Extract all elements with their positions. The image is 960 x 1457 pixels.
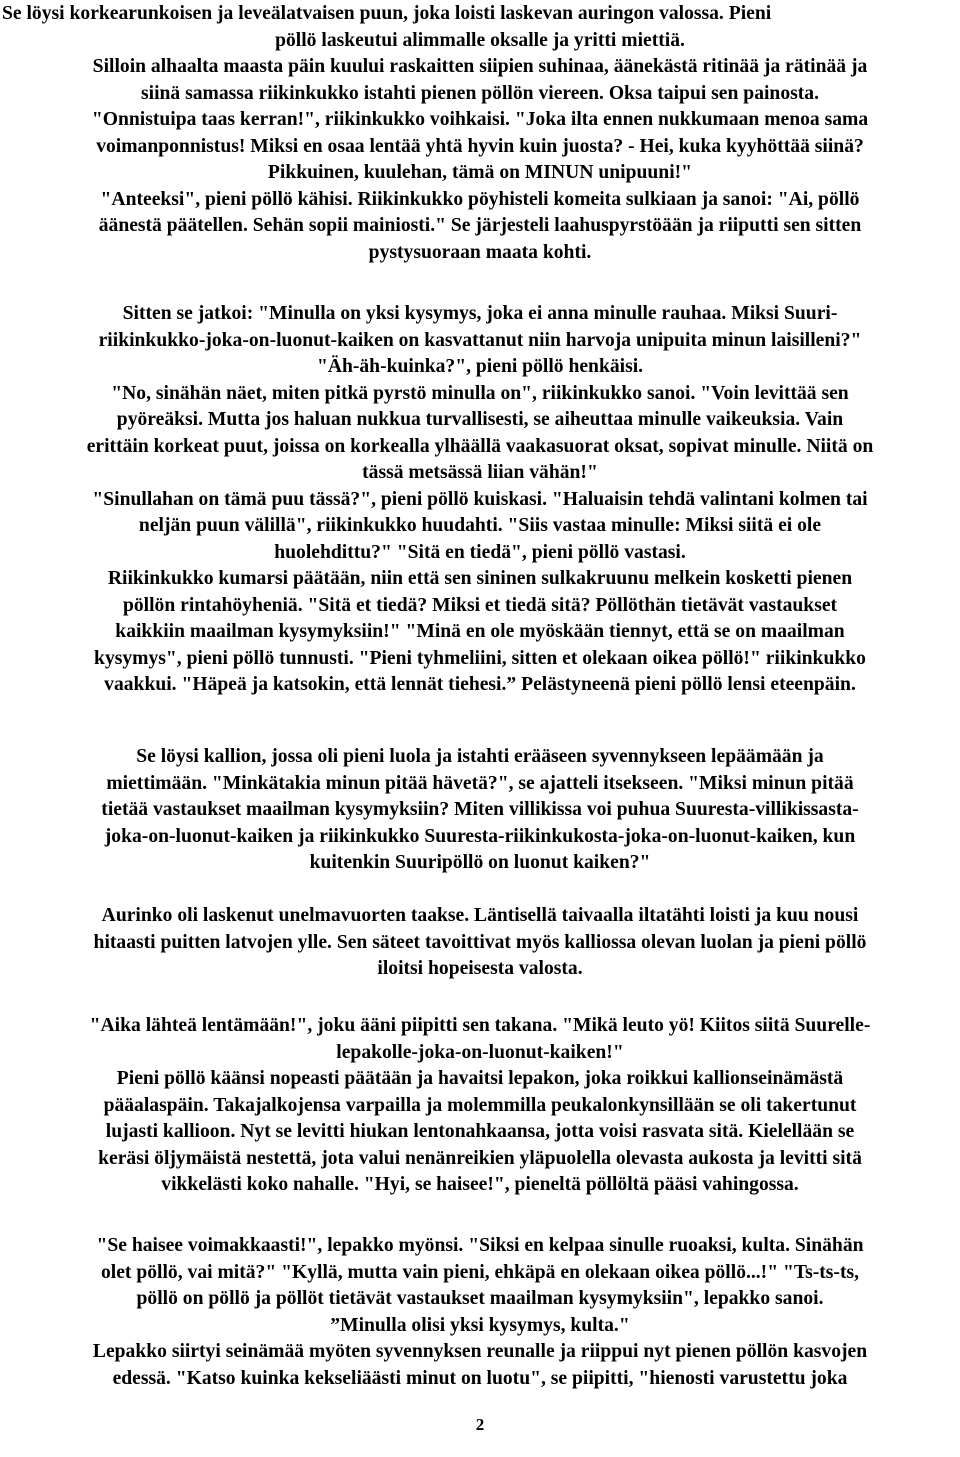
text-line: voimanponnistus! Miksi en osaa lentää yhtä hyvin kuin juosta? - Hei, kuka kyyhöttää siinä? (96, 135, 864, 157)
paragraph (2, 744, 958, 877)
text-line: Aurinko oli laskenut unelmavuorten taakse. Läntisellä taivaalla iltatähti loisti ja kuu nousi (101, 905, 859, 926)
text-line: lujasti kallioon. Nyt se levitti hiukan lentonahkaansa, jotta voisi rasvata sitä. Kielellään se (105, 1121, 855, 1142)
text-line: kysymys", pieni pöllö tunnusti. "Pieni tyhmeliini, sitten et olekaan oikea pöllö!" riikinkukko (94, 647, 866, 669)
text-line: Lepakko siirtyi seinämää myöten syvennyksen reunalle ja riippui nyt pienen pöllön kasvojen (92, 1341, 868, 1362)
text-line: Silloin alhaalta maasta päin kuului raskaitten siipien suhinaa, äänekästä ritinää ja rätinää ja (92, 56, 868, 77)
text-line: neljän puun välillä", riikinkukko huudahti. "Siis vastaa minulle: Miksi siitä ei ole (138, 515, 822, 536)
text-line: edessä. "Katso kuinka kekseliäästi minut on luotu", se piipitti, "hienosti varustettu joka (112, 1367, 848, 1389)
text-line: olet pöllö, vai mitä?" "Kyllä, mutta vain pieni, ehkäpä en olekaan oikea pöllö...!" "Ts-ts-ts, (100, 1261, 860, 1283)
text-line: pöllö laskeutui alimmalle oksalle ja yritti miettiä. (275, 29, 685, 51)
text-line: Pieni pöllö käänsi nopeasti päätään ja havaitsi lepakon, joka roikkui kallionseinämästä (116, 1068, 844, 1089)
text-line: hitaasti puitten latvojen ylle. Sen säteet tavoittivat myös kalliossa olevan luolan ja pieni pöllö (93, 931, 867, 953)
text-line: vikkelästi koko nahalle. "Hyi, se haisee!", pieneltä pöllöltä pääsi vahingossa. (161, 1174, 799, 1195)
text-line: siinä samassa riikinkukko istahti pienen pöllön viereen. Oksa taipui sen painosta. (141, 82, 819, 104)
text-line: äänestä päätellen. Sehän sopii mainiosti." Se järjesteli laahuspyrstöään ja riiputti sen sitten (98, 215, 862, 236)
paragraph (2, 1013, 958, 1199)
text-line: "Se haisee voimakkaasti!", lepakko myönsi. "Siksi en kelpaa sinulle ruoaksi, kulta. Sinähän (96, 1235, 864, 1256)
text-line: pöllö on pöllö ja pöllöt tietävät vastaukset maailman kysymyksiin", lepakko sanoi. (136, 1288, 824, 1309)
text-line: pystysuoraan maata kohti. (368, 241, 592, 263)
text-line: keräsi öljymäistä nestettä, jota valui nenänreikien yläpuolella olevasta aukosta ja levitti sitä (98, 1147, 862, 1169)
text-line: huolehdittu?" "Sitä en tiedä", pieni pöllö vastasi. (274, 541, 686, 563)
text-line: tietää vastaukset maailman kysymyksiin? Miten villikissa voi puhua Suuresta-villikissasta- (101, 799, 859, 820)
text-line: Sitten se jatkoi: "Minulla on yksi kysymys, joka ei anna minulle rauhaa. Miksi Suuri- (122, 303, 838, 324)
text-line: erittäin korkeat puut, joissa on korkealla ylhäällä vaakasuorat oksat, sopivat minulle. Niitä on (86, 435, 874, 457)
page-number: 2 (475, 1415, 485, 1434)
paragraph (2, 903, 958, 983)
text-line: ”Minulla olisi yksi kysymys, kulta." (330, 1314, 630, 1336)
text-line: tässä metsässä liian vähän!" (362, 462, 598, 483)
text-line: Riikinkukko kumarsi päätään, niin että sen sininen sulkakruunu melkein kosketti pienen (107, 568, 853, 589)
text-line: iloitsi hopeisesta valosta. (377, 958, 583, 979)
text-line: Pikkuinen, kuulehan, tämä on MINUN unipuuni!" (267, 162, 693, 183)
text-line: joka-on-luonut-kaiken ja riikinkukko Suuresta-riikinkukosta-joka-on-luonut-kaiken, kun (104, 825, 856, 847)
text-line: kuitenkin Suuripöllö on luonut kaiken?" (309, 852, 651, 873)
text-line: pääalaspäin. Takajalkojensa varpailla ja molemmilla peukalonkynsillään se oli takertunut (103, 1094, 857, 1116)
paragraph (2, 301, 958, 699)
text-line: Se löysi kallion, jossa oli pieni luola ja istahti erääseen syvennykseen lepäämään ja (136, 746, 824, 767)
text-line: pyöreäksi. Mutta jos haluan nukkua turvallisesti, se aiheuttaa minulle vaikeuksia. Vain (116, 409, 844, 430)
text-line: "Aika lähteä lentämään!", joku ääni piipitti sen takana. "Mikä leuto yö! Kiitos siitä Suurelle- (89, 1015, 871, 1036)
text-line: vaakkui. "Häpeä ja katsokin, että lennät tiehesi.” Pelästyneenä pieni pöllö lensi eteenpäin. (104, 674, 856, 695)
text-line: "Anteeksi", pieni pöllö kähisi. Riikinkukko pöyhisteli komeita sulkiaan ja sanoi: "Ai, pöllö (100, 188, 860, 210)
text-line: lepakolle-joka-on-luonut-kaiken!" (336, 1041, 624, 1063)
text-line: riikinkukko-joka-on-luonut-kaiken on kasvattanut niin harvoja unipuita minun laisilleni?" (98, 329, 862, 351)
text-line: "No, sinähän näet, miten pitkä pyrstö minulla on", riikinkukko sanoi. "Voin levittää sen (111, 382, 849, 404)
text-line: "Äh-äh-kuinka?", pieni pöllö henkäisi. (316, 356, 644, 377)
text-line: pöllön rintahöyheniä. "Sitä et tiedä? Miksi et tiedä sitä? Pöllöthän tietävät vastaukset (122, 594, 838, 616)
paragraph (2, 1, 958, 266)
text-line: "Sinullahan on tämä puu tässä?", pieni pöllö kuiskasi. "Haluaisin tehdä valintani kolmen tai (92, 488, 868, 510)
text-line: "Onnistuipa taas kerran!", riikinkukko voihkaisi. "Joka ilta ennen nukkumaan menoa sama (91, 109, 869, 130)
paragraph (2, 1233, 958, 1392)
text-line: Se löysi korkearunkoisen ja leveälatvaisen puun, joka loisti laskevan auringon valossa. Pieni (2, 3, 772, 24)
text-line: miettimään. "Minkätakia minun pitää hävetä?", se ajatteli itsekseen. "Miksi minun pitää (106, 772, 854, 794)
text-line: kaikkiin maailman kysymyksiin!" "Minä en ole myöskään tiennyt, että se on maailman (115, 621, 845, 642)
